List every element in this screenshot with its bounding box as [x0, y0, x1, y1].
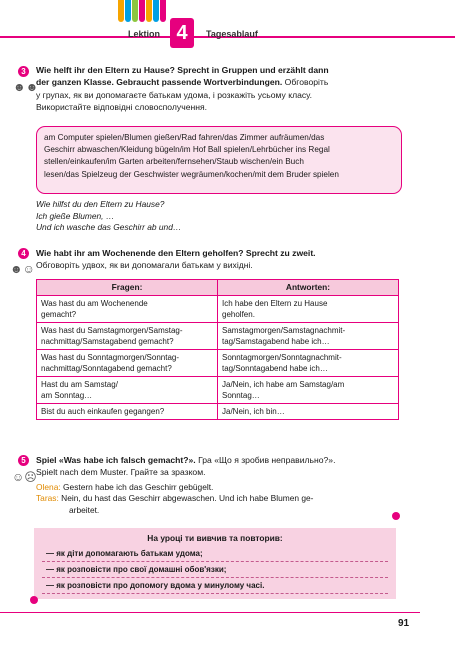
- question-cell: Was hast du am Wochenende gemacht?: [37, 296, 218, 323]
- question-cell: Was hast du Samstagmorgen/Samstag- nachmittag/Samstagabend gemacht?: [37, 323, 218, 350]
- page-number: 91: [398, 618, 410, 629]
- questions-answers-table: [36, 279, 399, 420]
- task4-instruction: Wie habt ihr am Wochenende den Eltern geholfen? Sprecht zu zweit. Обговоріть удвох, як ви допомагали батькам у вихідні.: [36, 248, 316, 271]
- summary-note: [34, 528, 396, 599]
- speaker-name: Olena:: [36, 482, 61, 492]
- speaker-name: Taras:: [36, 493, 59, 504]
- column-header: Fragen:: [37, 280, 218, 296]
- answer-cell: Samstagmorgen/Samstagnachmit- tag/Samstagabend habe ich…: [218, 323, 399, 350]
- color-tab: [132, 0, 138, 22]
- pair-work-icon: ☻☺: [10, 262, 35, 276]
- example-sentences: Wie hilfst du den Eltern zu Hause? Ich gieße Blumen, … Und ich wasche das Geschirr ab und…: [36, 199, 182, 232]
- box-line: stellen/einkaufen/im Garten arbeiten/fernsehen/Staub wischen/ein Buch: [44, 157, 304, 167]
- color-tab: [160, 0, 166, 22]
- table-row: [37, 323, 399, 350]
- word-combinations-box: [36, 126, 402, 194]
- answer-cell: Ja/Nein, ich habe am Samstag/am Sonntag…: [218, 377, 399, 404]
- task-number: 5: [18, 455, 29, 466]
- game-masks-icon: ☺☹: [12, 470, 37, 484]
- table-row: [37, 350, 399, 377]
- footer-rule: [0, 612, 420, 613]
- table-row: [37, 404, 399, 420]
- table-row: [37, 377, 399, 404]
- answer-cell: Ich habe den Eltern zu Hause geholfen.: [218, 296, 399, 323]
- note-item: — як діти допомагають батькам удома;: [42, 546, 388, 562]
- group-work-icon: ☻☻: [13, 80, 39, 94]
- box-line: lesen/das Spielzeug der Geschwister wegräumen/kochen/mit dem Bruder spielen: [44, 169, 339, 179]
- column-header: Antworten:: [218, 280, 399, 296]
- task-number: 4: [18, 248, 29, 259]
- question-cell: Bist du auch einkaufen gegangen?: [37, 404, 218, 420]
- pin-icon: [392, 512, 400, 520]
- note-item: — як розповісти про допомогу вдома у минулому часі.: [42, 578, 388, 594]
- color-tab: [153, 0, 159, 22]
- lesson-number: 4: [170, 18, 194, 48]
- task3-instruction: Wie helft ihr den Eltern zu Hause? Sprecht in Gruppen und erzählt dann der ganzen Klasse. Gebraucht passende Wortverbindungen. Обговоріть у групах, як ви допомагаєте батькам удома, і розкажіть усьому класу. Використайте відповідні словосполучення.: [36, 65, 329, 113]
- box-line: Geschirr abwaschen/Kleidung bügeln/im Hof Ball spielen/Lehrbücher ins Regal: [44, 145, 330, 155]
- lesson-topic: Tagesablauf: [206, 29, 258, 39]
- answer-cell: Sonntagmorgen/Sonntagnachmit- tag/Sonntagabend habe ich…: [218, 350, 399, 377]
- dialog-line: Taras: Nein, du hast das Geschirr abgewaschen. Und ich habe Blumen ge-: [36, 493, 314, 504]
- question-cell: Was hast du Sonntagmorgen/Sonntag- nachmittag/Sonntagabend gemacht?: [37, 350, 218, 377]
- note-title: На уроці ти вивчив та повторив:: [147, 533, 283, 543]
- task5-instruction: Spiel «Was habe ich falsch gemacht?». Гра «Що я зробив неправильно?». Spielt nach dem Muster. Грайте за зразком.: [36, 455, 336, 478]
- color-tabs: [118, 0, 168, 22]
- dialog: Olena: Gestern habe ich das Geschirr gebügelt. Taras: Nein, du hast das Geschirr abgewaschen. Und ich habe Blumen ge- arbeitet.: [36, 482, 406, 516]
- color-tab: [118, 0, 124, 22]
- note-item: — як розповісти про свої домашні обов'язки;: [42, 562, 388, 578]
- question-cell: Hast du am Samstag/ am Sonntag…: [37, 377, 218, 404]
- dialog-line: Olena: Gestern habe ich das Geschirr gebügelt.: [36, 482, 214, 492]
- color-tab: [146, 0, 152, 22]
- color-tab: [139, 0, 145, 22]
- lesson-label: Lektion: [128, 29, 161, 39]
- color-tab: [125, 0, 131, 22]
- pin-icon: [30, 596, 38, 604]
- task-number: 3: [18, 66, 29, 77]
- box-line: am Computer spielen/Blumen gießen/Rad fahren/das Zimmer aufräumen/das: [44, 133, 325, 142]
- answer-cell: Ja/Nein, ich bin…: [218, 404, 399, 420]
- table-row: [37, 296, 399, 323]
